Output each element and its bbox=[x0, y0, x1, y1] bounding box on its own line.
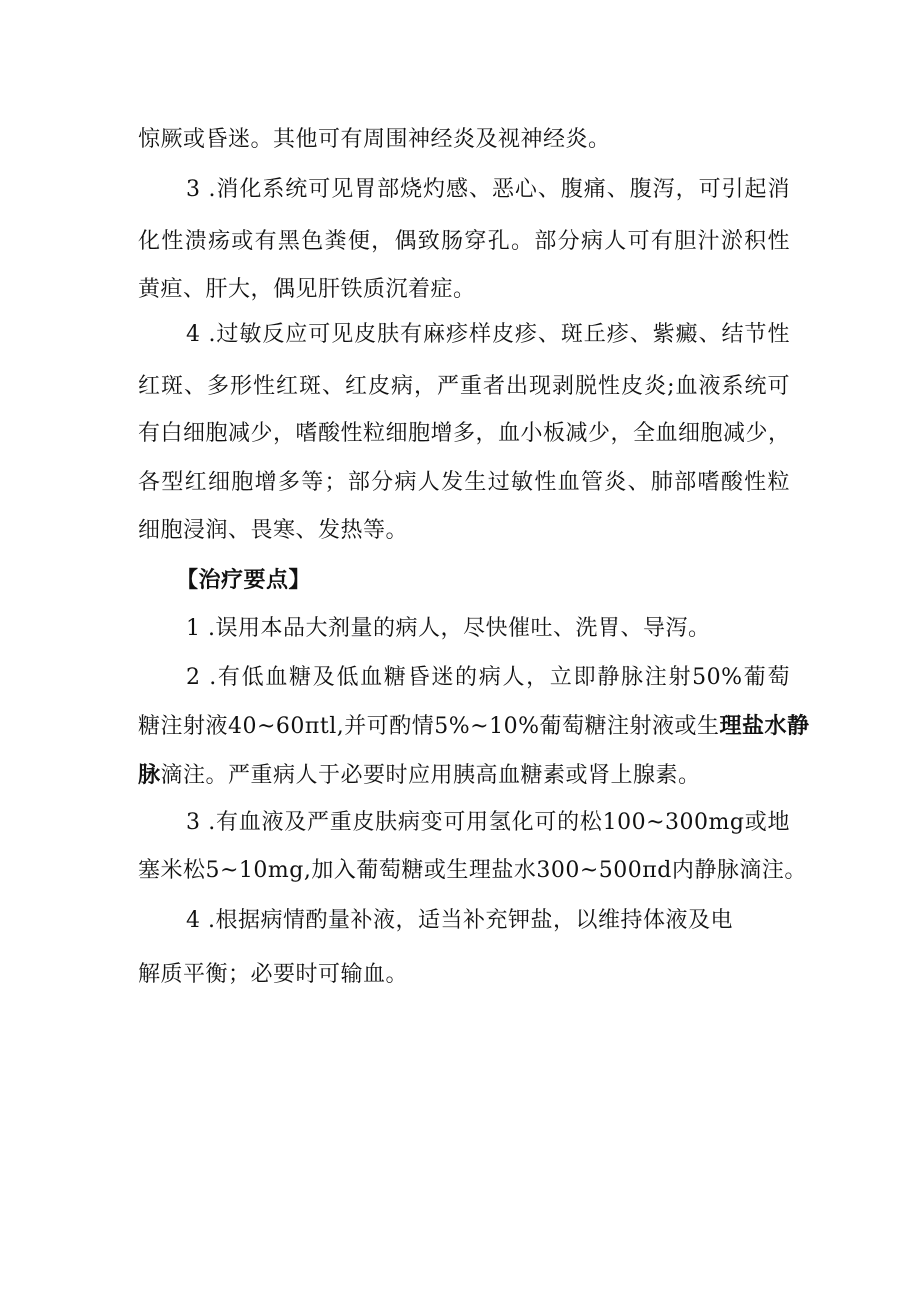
text-line bbox=[138, 711, 810, 742]
text-line: 2 .有低血糖及低血糖昏迷的病人，立即静脉注射50%葡萄 bbox=[186, 665, 790, 690]
section-heading: 【治疗要点】 bbox=[176, 567, 312, 593]
text-run: 滴注。严重病人于必要时应用胰高血糖素或肾上腺素。 bbox=[160, 763, 701, 788]
text-line: 惊厥或昏迷。其他可有周围神经炎及视神经炎。 bbox=[138, 127, 611, 152]
text-line: 解质平衡；必要时可输血。 bbox=[138, 962, 409, 987]
text-line: 化性溃疡或有黑色粪便，偶致肠穿孔。部分病人可有胆汁淤积性 bbox=[138, 229, 790, 254]
text-line bbox=[138, 760, 701, 791]
text-line: 3 .消化系统可见胃部烧灼感、恶心、腹痛、腹泻，可引起消 bbox=[186, 177, 790, 202]
text-line: 细胞浸润、畏寒、发热等。 bbox=[138, 518, 409, 543]
text-line: 4 .过敏反应可见皮肤有麻疹样皮疹、斑丘疹、紫癜、结节性 bbox=[186, 322, 790, 347]
text-line: 塞米松5~10mg,加入葡萄糖或生理盐水300~500πd内静脉滴注。 bbox=[138, 858, 807, 883]
bold-text-run: 理盐水静 bbox=[719, 713, 810, 739]
text-line: 红斑、多形性红斑、红皮病，严重者出现剥脱性皮炎;血液系统可 bbox=[138, 374, 790, 399]
text-line: 1 .误用本品大剂量的病人，尽快催吐、洗胃、导泻。 bbox=[186, 616, 711, 641]
bold-text-run: 脉 bbox=[138, 762, 161, 788]
text-run: 糖注射液40~60πtl,并可酌情5%~10%葡萄糖注射液或生 bbox=[138, 714, 720, 739]
text-line: 3 .有血液及严重皮肤病变可用氢化可的松100~300mg或地 bbox=[186, 810, 790, 835]
text-line: 有白细胞减少，嗜酸性粒细胞增多，血小板减少，全血细胞减少， bbox=[138, 421, 791, 446]
text-line: 黄疸、肝大，偶见肝铁质沉着症。 bbox=[138, 277, 476, 302]
text-line: 4 .根据病情酌量补液，适当补充钾盐，以维持体液及电 bbox=[186, 908, 733, 933]
text-line: 各型红细胞增多等；部分病人发生过敏性血管炎、肺部嗜酸性粒 bbox=[138, 470, 790, 495]
